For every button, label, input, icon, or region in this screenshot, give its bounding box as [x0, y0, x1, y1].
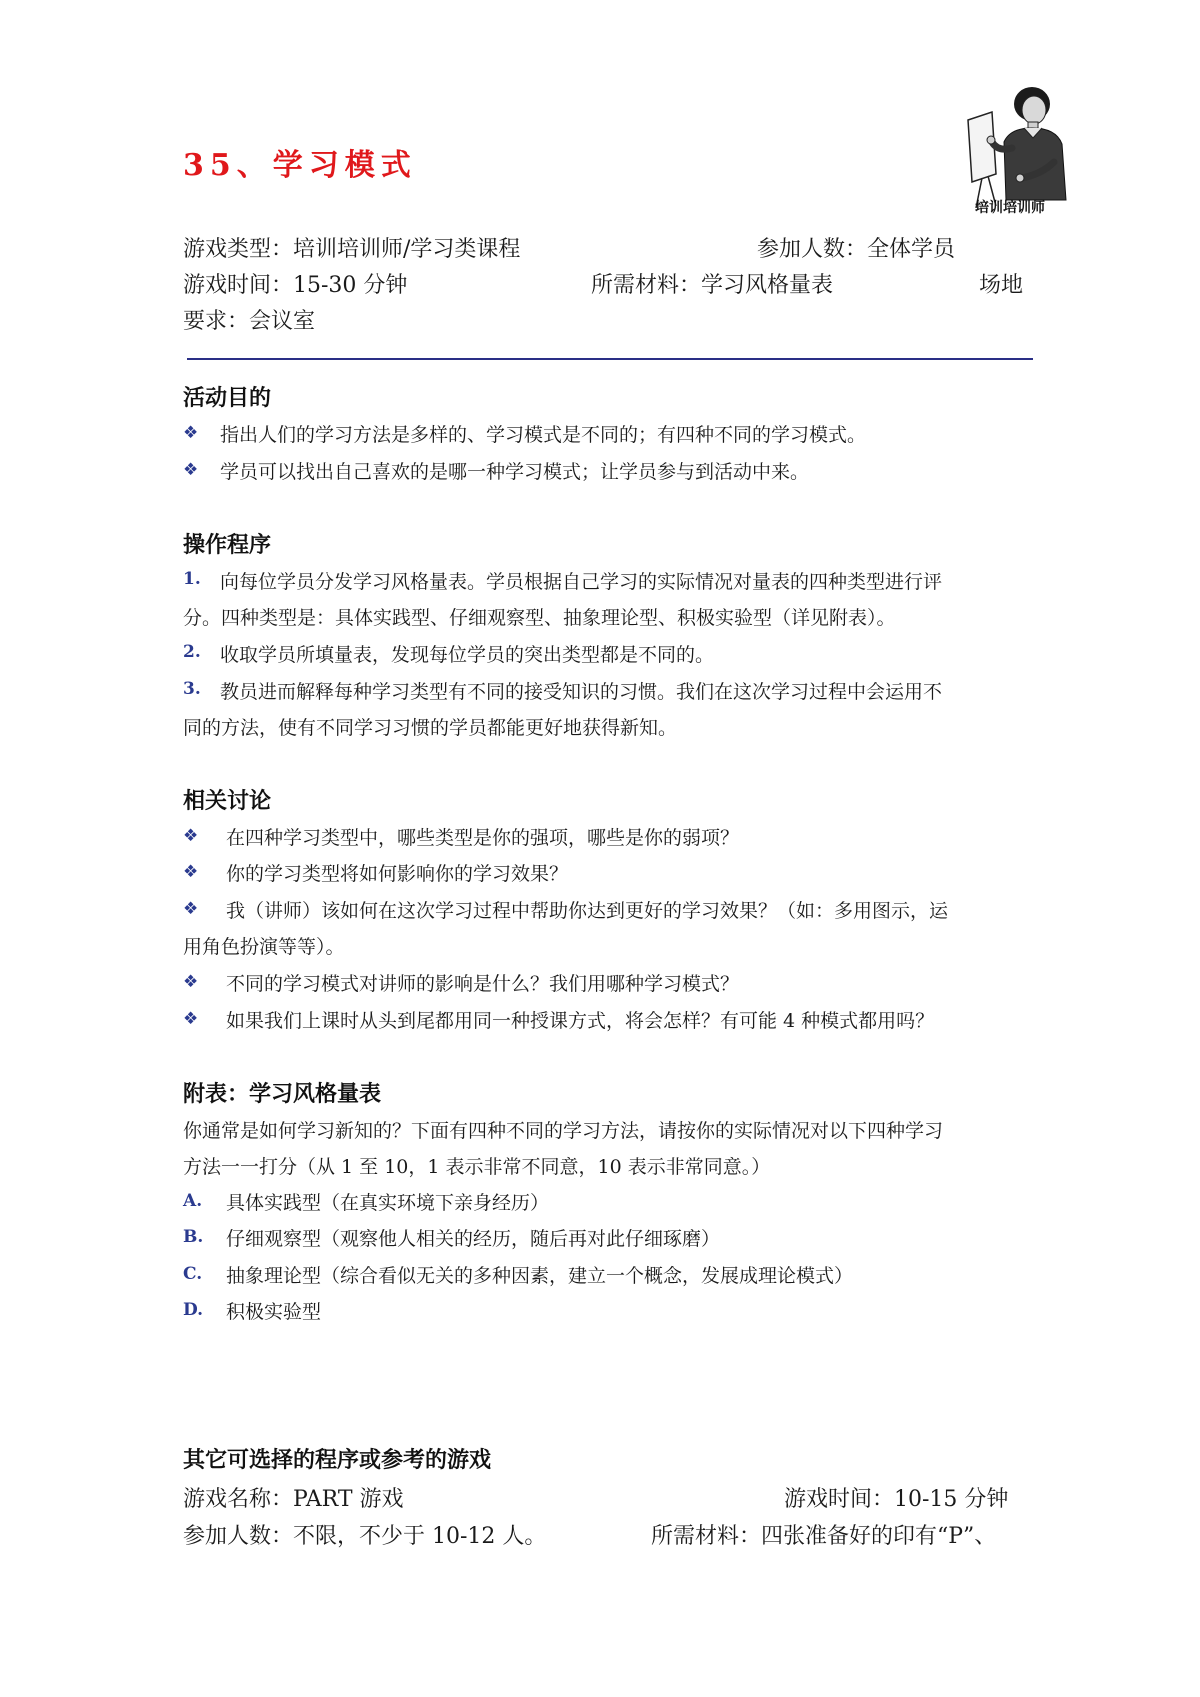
step-line: 分。四种类型是：具体实践型、仔细观察型、抽象理论型、积极实验型（详见附表）。: [183, 607, 896, 629]
step-line: 向每位学员分发学习风格量表。学员根据自己学习的实际情况对量表的四种类型进行评: [220, 571, 943, 593]
bullet-icon: ❖: [183, 460, 199, 480]
section-heading-other: 其它可选择的程序或参考的游戏: [183, 1448, 492, 1473]
item-letter: B.: [183, 1227, 204, 1247]
section-heading-goal: 活动目的: [183, 386, 272, 411]
item-letter: A.: [183, 1191, 203, 1211]
materials: 所需材料：学习风格量表: [591, 273, 834, 298]
step-line: 收取学员所填量表，发现每位学员的突出类型都是不同的。: [220, 644, 715, 666]
venue-requirement: 要求：会议室: [183, 309, 316, 334]
list-item: 积极实验型: [226, 1301, 322, 1323]
list-item: 学员可以找出自己喜欢的是哪一种学习模式；让学员参与到活动中来。: [220, 461, 810, 483]
bullet-icon: ❖: [183, 423, 199, 443]
list-item: 在四种学习类型中，哪些类型是你的强项，哪些是你的弱项？: [226, 827, 740, 849]
step-line: 同的方法，使有不同学习习惯的学员都能更好地获得新知。: [183, 717, 678, 739]
bullet-icon: ❖: [183, 862, 199, 882]
step-number: 1.: [183, 569, 201, 589]
bullet-icon: ❖: [183, 826, 199, 846]
list-item: 具体实践型（在真实环境下亲身经历）: [226, 1192, 550, 1214]
other-materials: 所需材料：四张准备好的印有“P”、: [651, 1524, 997, 1549]
list-item: 仔细观察型（观察他人相关的经历，随后再对此仔细琢磨）: [226, 1228, 721, 1250]
list-item: 用角色扮演等等）。: [183, 936, 345, 958]
bullet-icon: ❖: [183, 1009, 199, 1029]
game-time: 游戏时间：15-30 分钟: [183, 273, 408, 298]
venue-label: 场地: [979, 273, 1024, 298]
participants: 参加人数：全体学员: [757, 237, 956, 262]
divider: [187, 358, 1033, 360]
list-item: 如果我们上课时从头到尾都用同一种授课方式，将会怎样？有可能 4 种模式都用吗？: [226, 1010, 935, 1032]
item-letter: C.: [183, 1264, 203, 1284]
list-item: 你的学习类型将如何影响你的学习效果？: [226, 863, 569, 885]
other-game-name: 游戏名称：PART 游戏: [183, 1487, 404, 1512]
other-participants: 参加人数：不限，不少于 10-12 人。: [183, 1524, 547, 1549]
game-type: 游戏类型：培训培训师/学习类课程: [183, 237, 521, 262]
list-item: 指出人们的学习方法是多样的、学习模式是不同的；有四种不同的学习模式。: [220, 424, 867, 446]
section-heading-discussion: 相关讨论: [183, 789, 272, 814]
appendix-intro: 你通常是如何学习新知的？下面有四种不同的学习方法，请按你的实际情况对以下四种学习: [183, 1120, 944, 1142]
figure-caption: 培训培训师: [975, 200, 1045, 216]
other-game-time: 游戏时间：10-15 分钟: [784, 1487, 1009, 1512]
appendix-intro: 方法一一打分（从 1 至 10，1 表示非常不同意，10 表示非常同意。）: [183, 1156, 771, 1178]
list-item: 抽象理论型（综合看似无关的多种因素，建立一个概念，发展成理论模式）: [226, 1265, 854, 1287]
step-number: 2.: [183, 642, 201, 662]
bullet-icon: ❖: [183, 899, 199, 919]
step-line: 教员进而解释每种学习类型有不同的接受知识的习惯。我们在这次学习过程中会运用不: [220, 681, 943, 703]
item-letter: D.: [183, 1300, 204, 1320]
list-item: 我（讲师）该如何在这次学习过程中帮助你达到更好的学习效果？（如：多用图示，运: [226, 900, 949, 922]
bullet-icon: ❖: [183, 972, 199, 992]
section-heading-appendix: 附表：学习风格量表: [183, 1082, 382, 1107]
game-meta: [183, 232, 1033, 342]
page-title: 35、学习模式: [183, 148, 417, 183]
list-item: 不同的学习模式对讲师的影响是什么？我们用哪种学习模式？: [226, 973, 740, 995]
section-heading-procedure: 操作程序: [183, 533, 272, 558]
step-number: 3.: [183, 679, 201, 699]
